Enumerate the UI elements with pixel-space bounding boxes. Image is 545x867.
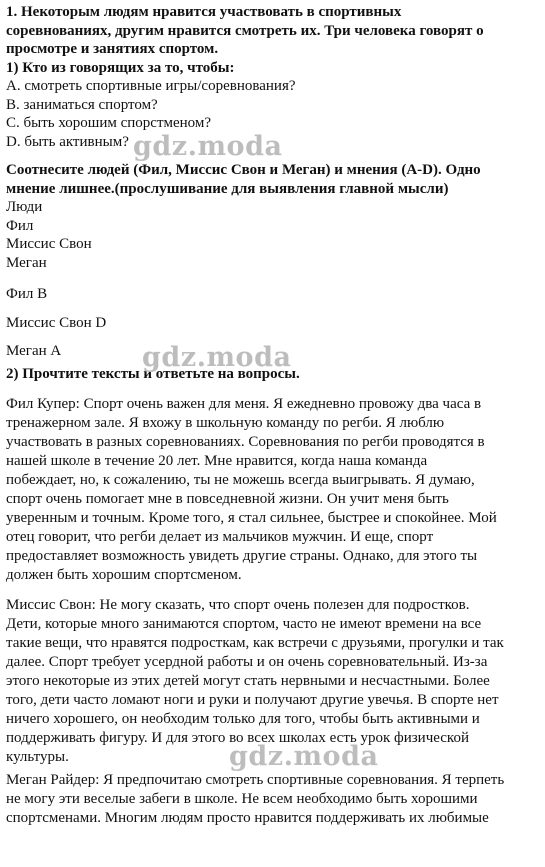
text-line: тренажерном зале. Я вхожу в школьную команду по регби. Я люблю [6, 415, 445, 431]
task1-heading-line-2: соревнованиях, другим нравится смотреть их. Три человека говорят о [6, 22, 484, 39]
text-line: предоставляет возможность увидеть другие страны. Однако, для этого ты [6, 548, 478, 564]
people-label: Люди [6, 199, 43, 215]
watermark: gdz.moda [133, 131, 283, 162]
text-line: поддерживать фигуру. И для этого во всех школах есть урок физической [6, 730, 469, 746]
text-line: Меган Райдер: Я предпочитаю смотреть спортивные соревнования. Я терпеть [6, 772, 505, 788]
answer-mrs-swan: Миссис Свон D [6, 314, 107, 331]
text-line: отец говорит, что регби делает из мальчиков мужчин. И еще, спорт [6, 529, 434, 545]
text-line: далее. Спорт требует усердной работы и он очень соревновательный. Из-за [6, 654, 488, 670]
text-phil-cooper [6, 395, 539, 585]
task1-heading-line-1: 1. Некоторым людям нравится участвовать в спортивных [6, 4, 402, 20]
option-b: B. заниматься спортом? [6, 96, 158, 113]
text-line: Фил Купер: Спорт очень важен для меня. Я ежедневно провожу два часа в [6, 396, 482, 412]
text-line: Дети, которые много занимаются спортом, часто не имеют времени на все [6, 616, 482, 632]
match-heading-line-2: мнение лишнее.(прослушивание для выявления главной мысли) [6, 180, 449, 197]
option-a: A. смотреть спортивные игры/соревнования? [6, 78, 296, 94]
option-c: C. быть хорошим спорстменом? [6, 115, 212, 131]
task2-heading: 2) Прочтите тексты и ответьте на вопросы. [6, 365, 300, 382]
option-d: D. быть активным? [6, 133, 129, 150]
text-line: культуры. [6, 749, 69, 765]
task1-question: 1) Кто из говорящих за то, чтобы: [6, 59, 235, 76]
text-line: такие вещи, что нравятся подросткам, как встречи с друзьями, прогулки и так [6, 635, 504, 651]
text-line: побеждает, но, к сожалению, ты не можешь всегда выигрывать. Я думаю, [6, 472, 475, 488]
text-line: не могу эти веселые забеги в школе. Не всем необходимо быть хорошими [6, 791, 478, 807]
text-line: нашей школе в течение 20 лет. Мне нравится, когда наша команда [6, 453, 428, 469]
watermark: gdz.moda [229, 741, 379, 772]
text-megan-rider [6, 771, 539, 828]
text-line: того, дети часто ломают ноги и руки и получают другие увечья. В спорте нет [6, 692, 499, 708]
text-line: ничего хорошего, он необходим только для того, чтобы быть активными и [6, 711, 480, 727]
text-line: должен быть хорошим спортсменом. [6, 567, 242, 583]
text-line: участвовать в разных соревнованиях. Соревнования по регби проводятся в [6, 434, 485, 450]
text-line: этого некоторые из этих детей могут стать нервными и несчастными. Более [6, 673, 490, 689]
text-line: уверенным и точным. Кроме того, я стал сильнее, быстрее и спокойнее. Мой [6, 510, 497, 526]
text-line: спортсменами. Многим людям просто нравится поддерживать их любимые [6, 810, 489, 826]
task1-heading-line-3: просмотре и занятиях спортом. [6, 41, 219, 57]
answer-phil: Фил B [6, 286, 48, 302]
text-line: Миссис Свон: Не могу сказать, что спорт очень полезен для подростков. [6, 597, 470, 613]
person-phil: Фил [6, 217, 34, 234]
text-line: спорт очень помогает мне в повседневной жизни. Он учит меня быть [6, 491, 449, 507]
person-mrs-swan: Миссис Свон [6, 236, 92, 252]
match-heading-line-1: Соотнесите людей (Фил, Миссис Свон и Меган) и мнения (A-D). Одно [6, 162, 481, 178]
watermark: gdz.moda [142, 342, 292, 373]
answer-megan: Меган A [6, 343, 62, 359]
document-page [6, 3, 539, 828]
person-megan: Меган [6, 254, 47, 271]
